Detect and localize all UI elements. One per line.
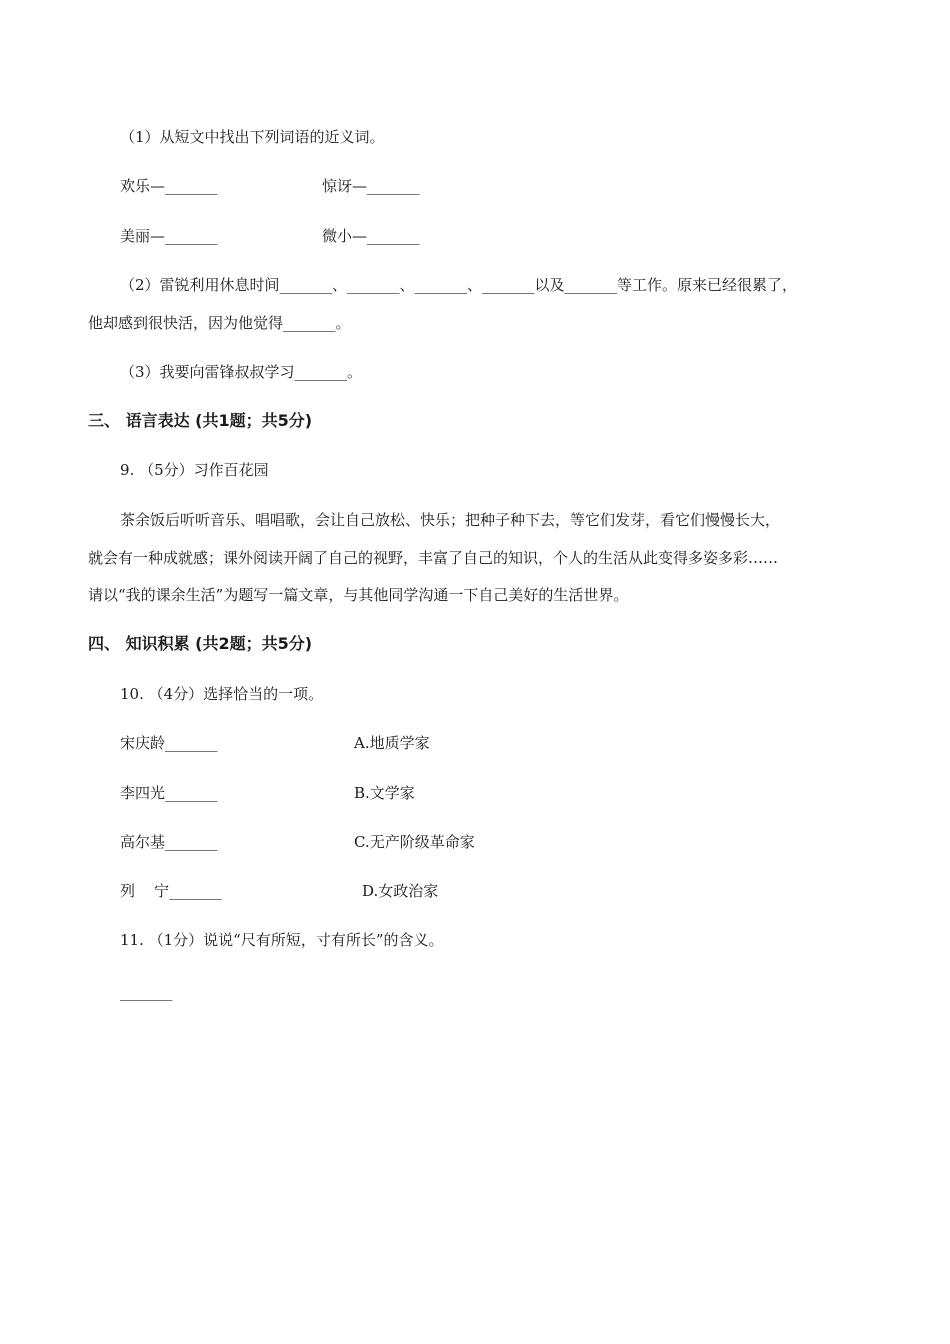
- q10-person-4: 列 宁_______: [120, 882, 222, 900]
- section-3-heading: 三、 语言表达 (共1题；共5分): [88, 411, 313, 430]
- q11-title: 11. （1分）说说“尺有所短，寸有所长”的含义。: [120, 931, 444, 949]
- q1-prompt: （1）从短文中找出下列词语的近义词。: [120, 128, 385, 146]
- q9-line-3: 请以“我的课余生活”为题写一篇文章，与其他同学沟通一下自己美好的生活世界。: [88, 586, 629, 604]
- section-4-heading: 四、 知识积累 (共2题；共5分): [88, 634, 313, 653]
- q10-option-d: D.女政治家: [362, 882, 439, 900]
- synonym-left-1: 欢乐—_______: [120, 177, 218, 195]
- q10-person-2: 李四光_______: [120, 784, 218, 802]
- q10-title: 10. （4分）选择恰当的一项。: [120, 685, 324, 703]
- q9-line-2: 就会有一种成就感；课外阅读开阔了自己的视野，丰富了自己的知识，个人的生活从此变得多姿多彩……: [88, 549, 779, 567]
- synonym-right-2: 微小—_______: [322, 227, 420, 245]
- q2-line-1: （2）雷锐利用休息时间_______、_______、_______、_______以及_______等工作。原来已经很累了，: [120, 276, 798, 294]
- q2-line-2: 他却感到很快活，因为他觉得_______。: [88, 314, 351, 332]
- synonym-left-2: 美丽—_______: [120, 227, 218, 245]
- q10-option-c: C.无产阶级革命家: [354, 833, 475, 851]
- q10-person-1: 宋庆龄_______: [120, 734, 218, 752]
- synonym-right-1: 惊讶—_______: [322, 177, 420, 195]
- q9-title: 9. （5分）习作百花园: [120, 461, 269, 479]
- q3: （3）我要向雷锋叔叔学习_______。: [120, 363, 363, 381]
- q10-option-a: A.地质学家: [354, 734, 430, 752]
- q11-answer-blank: _______: [120, 983, 173, 1001]
- q10-person-3: 高尔基_______: [120, 833, 218, 851]
- q10-option-b: B.文学家: [354, 784, 415, 802]
- q9-line-1: 茶余饭后听听音乐、唱唱歌，会让自己放松、快乐；把种子种下去，等它们发芽，看它们慢慢长大，: [120, 511, 781, 529]
